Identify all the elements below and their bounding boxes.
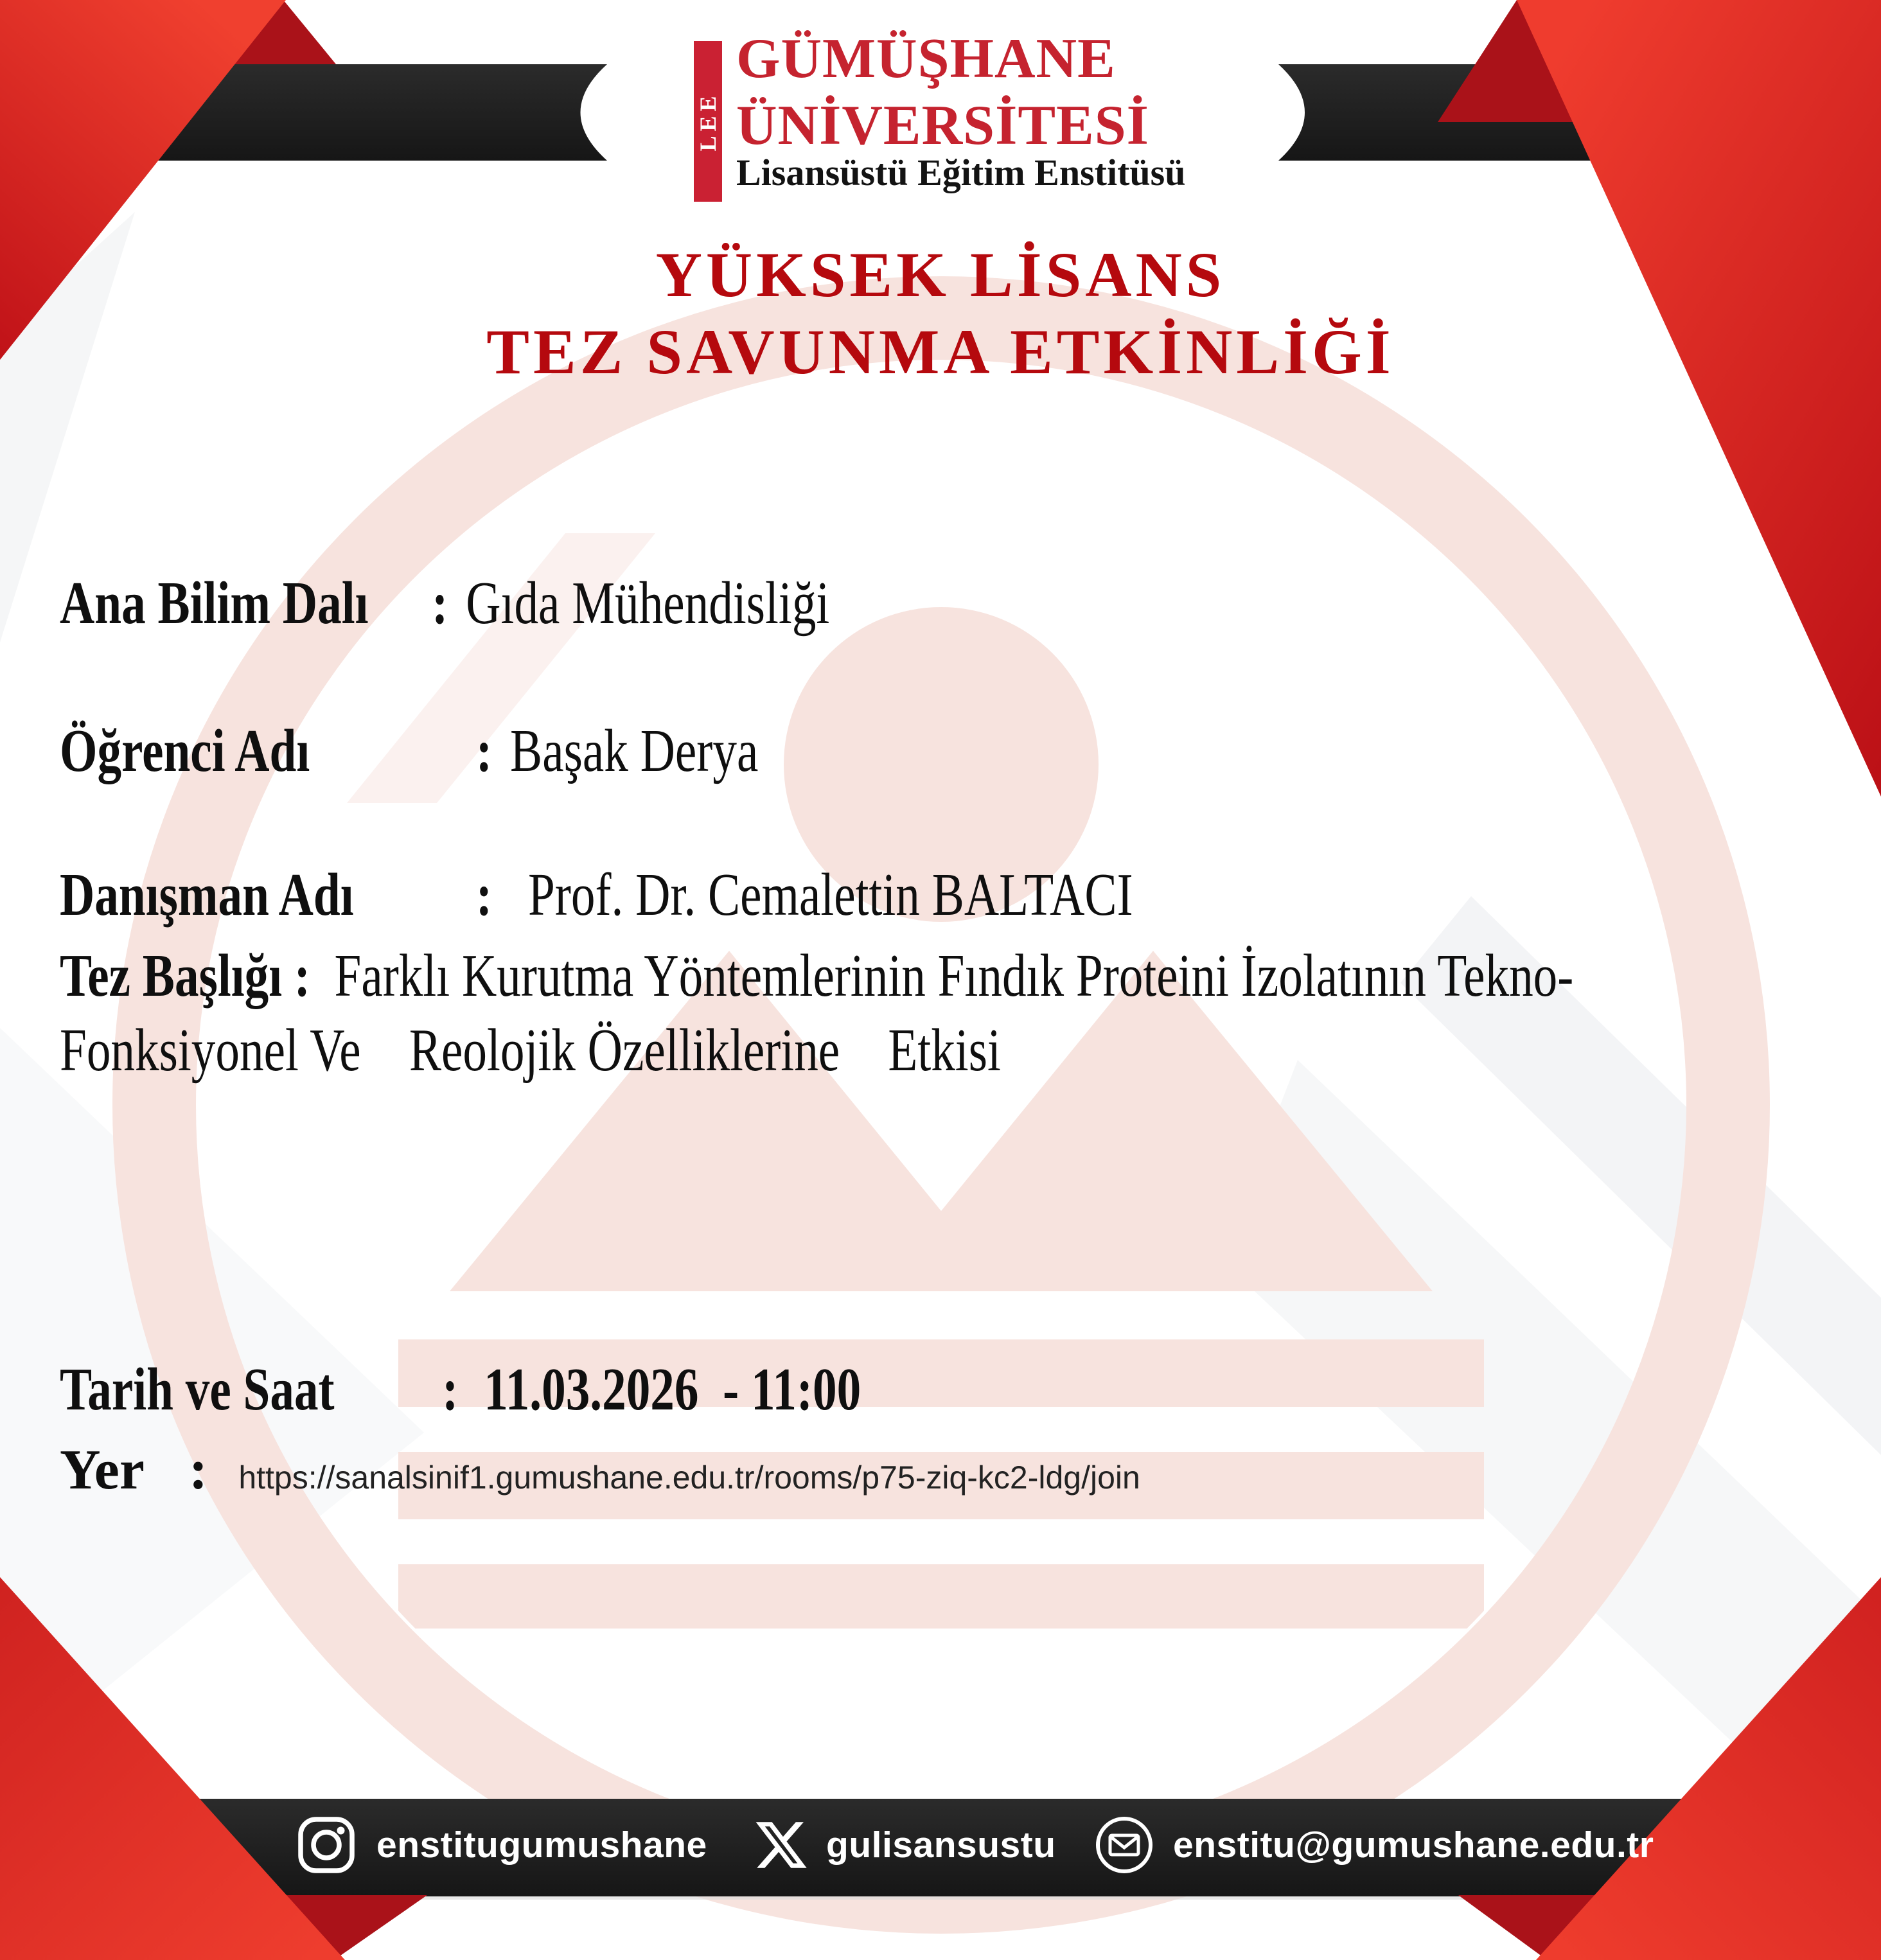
field-date-time	[60, 1356, 861, 1423]
field-advisor-name-label: Danışman Adı	[60, 861, 354, 928]
field-department-value: Gıda Mühendisliği	[466, 570, 830, 637]
colon: :	[476, 861, 493, 928]
instagram-handle: enstitugumushane	[376, 1824, 707, 1866]
poster-title-line1: YÜKSEK LİSANS	[655, 239, 1226, 310]
field-department	[60, 570, 830, 637]
logo-lee-label: LEE	[695, 91, 721, 152]
university-name-line2: ÜNİVERSİTESİ	[736, 94, 1149, 157]
field-date-time-label: Tarih ve Saat	[60, 1356, 335, 1423]
field-thesis-title-line1	[60, 942, 1574, 1009]
field-thesis-title-value-line1: Farklı Kurutma Yöntemlerinin Fındık Proteini İzolatının Tekno-	[310, 942, 1574, 1009]
field-date-time-value: 11.03.2026 - 11:00	[484, 1356, 861, 1423]
field-student-name-value: Başak Derya	[510, 718, 759, 784]
footer-x[interactable]	[753, 1813, 1056, 1877]
colon: :	[189, 1439, 208, 1501]
colon: :	[442, 1356, 459, 1423]
logo-lee-bar	[694, 41, 722, 202]
poster-title-line2: TEZ SAVUNMA ETKİNLİĞİ	[486, 316, 1395, 387]
field-student-name	[60, 718, 759, 784]
field-location-label: Yer	[60, 1439, 145, 1501]
field-student-name-label: Öğrenci Adı	[60, 718, 310, 784]
field-thesis-title-line2	[60, 1017, 1001, 1084]
email-address: enstitu@gumushane.edu.tr	[1173, 1824, 1654, 1866]
colon: :	[476, 718, 493, 784]
field-advisor-name	[60, 861, 1133, 928]
field-advisor-name-value: Prof. Dr. Cemalettin BALTACI	[528, 861, 1133, 928]
university-emblem-watermark	[154, 318, 1728, 1892]
x-icon	[753, 1817, 809, 1873]
institute-name: Lisansüstü Eğitim Enstitüsü	[736, 152, 1186, 193]
mail-icon	[1092, 1813, 1156, 1877]
instagram-icon	[294, 1813, 358, 1877]
footer-instagram[interactable]	[294, 1813, 707, 1877]
field-thesis-title-value-line2: Fonksiyonel Ve Reolojik Özelliklerine Etkisi	[60, 1017, 1001, 1084]
field-thesis-title-label: Tez Başlığı :	[60, 942, 310, 1009]
university-name-line1: GÜMÜŞHANE	[736, 28, 1116, 90]
meeting-room-link[interactable]: https://sanalsinif1.gumushane.edu.tr/rooms/p75-ziq-kc2-ldg/join	[238, 1460, 1140, 1496]
field-department-label: Ana Bilim Dalı	[60, 570, 369, 637]
footer-email[interactable]	[1092, 1813, 1654, 1877]
field-location	[60, 1438, 1140, 1503]
x-handle: gulisansustu	[826, 1824, 1056, 1866]
colon: :	[432, 570, 448, 637]
